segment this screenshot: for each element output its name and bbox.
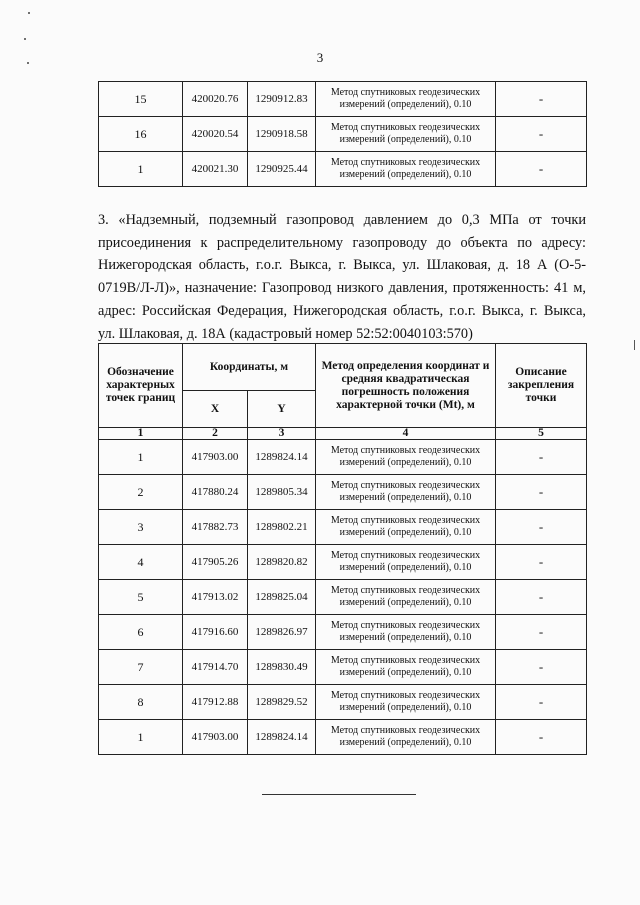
point-cell: 1 xyxy=(99,152,183,187)
table-row xyxy=(99,720,587,755)
column-number: 3 xyxy=(248,428,316,440)
x-coordinate-cell: 417913.02 xyxy=(183,580,248,615)
y-coordinate-cell: 1289830.49 xyxy=(248,650,316,685)
description-cell: - xyxy=(496,152,587,187)
scan-speck xyxy=(28,12,30,14)
section-3-description: 3. «Надземный, подземный газопровод давлением до 0,3 МПа от точки присоединения к распределительному газопроводу до объекта по адресу: Нижегородская область, г.о.г. Выкса, г. Выкса, ул. Шлаковая, д. 18 А (О-5-0719В/Л-Л)», назначение: Газопровод низкого давления, протяженность: 41 м, адрес: Российская Федерация, Нижегородская область, г.о.г. Выкса, г. Выкса, ул. Шлаковая, д. 18А (кадастровый номер 52:52:0040103:570) xyxy=(98,212,586,342)
method-cell: Метод спутниковых геодезических измерений (определений), 0.10 xyxy=(316,440,496,475)
x-coordinate-cell: 417912.88 xyxy=(183,685,248,720)
point-cell: 2 xyxy=(99,475,183,510)
description-cell: - xyxy=(496,117,587,152)
y-coordinate-cell: 1289826.97 xyxy=(248,615,316,650)
x-coordinate-cell: 417903.00 xyxy=(183,440,248,475)
x-coordinate-cell: 420021.30 xyxy=(183,152,248,187)
table-row xyxy=(99,650,587,685)
table-row xyxy=(99,475,587,510)
table-row xyxy=(99,152,587,187)
table2-body xyxy=(99,440,587,755)
point-cell: 16 xyxy=(99,117,183,152)
point-cell: 1 xyxy=(99,440,183,475)
column-number: 1 xyxy=(99,428,183,440)
point-cell: 6 xyxy=(99,615,183,650)
x-coordinate-cell: 420020.54 xyxy=(183,117,248,152)
description-cell: - xyxy=(496,510,587,545)
method-cell: Метод спутниковых геодезических измерений (определений), 0.10 xyxy=(316,152,496,187)
description-cell: - xyxy=(496,580,587,615)
y-coordinate-cell: 1290925.44 xyxy=(248,152,316,187)
x-coordinate-cell: 417880.24 xyxy=(183,475,248,510)
table-row xyxy=(99,117,587,152)
scan-speck xyxy=(24,38,26,40)
method-cell: Метод спутниковых геодезических измерений (определений), 0.10 xyxy=(316,82,496,117)
method-cell: Метод спутниковых геодезических измерений (определений), 0.10 xyxy=(316,475,496,510)
y-coordinate-cell: 1289802.21 xyxy=(248,510,316,545)
table-row xyxy=(99,545,587,580)
point-cell: 3 xyxy=(99,510,183,545)
point-cell: 4 xyxy=(99,545,183,580)
table1-body xyxy=(99,82,587,187)
description-cell: - xyxy=(496,475,587,510)
column-number: 2 xyxy=(183,428,248,440)
x-coordinate-cell: 420020.76 xyxy=(183,82,248,117)
coordinates-table-continued xyxy=(98,81,587,187)
y-coordinate-cell: 1289829.52 xyxy=(248,685,316,720)
x-coordinate-cell: 417882.73 xyxy=(183,510,248,545)
table-row xyxy=(99,580,587,615)
x-coordinate-cell: 417916.60 xyxy=(183,615,248,650)
scan-edge-mark xyxy=(634,340,635,350)
header-y: Y xyxy=(248,391,316,428)
method-cell: Метод спутниковых геодезических измерений (определений), 0.10 xyxy=(316,510,496,545)
page-number: 3 xyxy=(316,50,324,65)
header-point: Обозначение характерных точек границ xyxy=(99,344,183,428)
coordinates-table xyxy=(98,343,587,755)
header-x: X xyxy=(183,391,248,428)
column-number: 4 xyxy=(316,428,496,440)
description-cell: - xyxy=(496,440,587,475)
column-numbers-row xyxy=(99,428,587,440)
column-number: 5 xyxy=(496,428,587,440)
description-cell: - xyxy=(496,720,587,755)
end-divider-line xyxy=(262,794,416,795)
table-row xyxy=(99,440,587,475)
description-cell: - xyxy=(496,685,587,720)
table-row xyxy=(99,82,587,117)
header-description: Описание закрепления точки xyxy=(496,344,587,428)
y-coordinate-cell: 1289825.04 xyxy=(248,580,316,615)
header-coordinates: Координаты, м xyxy=(183,344,316,391)
header-method: Метод определения координат и средняя квадратическая погрешность положения характерной точки (Mt), м xyxy=(316,344,496,428)
y-coordinate-cell: 1290912.83 xyxy=(248,82,316,117)
method-cell: Метод спутниковых геодезических измерений (определений), 0.10 xyxy=(316,650,496,685)
point-cell: 1 xyxy=(99,720,183,755)
table-row xyxy=(99,510,587,545)
description-cell: - xyxy=(496,615,587,650)
description-cell: - xyxy=(496,545,587,580)
description-cell: - xyxy=(496,82,587,117)
table-row xyxy=(99,615,587,650)
y-coordinate-cell: 1289824.14 xyxy=(248,440,316,475)
description-cell: - xyxy=(496,650,587,685)
y-coordinate-cell: 1289805.34 xyxy=(248,475,316,510)
point-cell: 8 xyxy=(99,685,183,720)
method-cell: Метод спутниковых геодезических измерений (определений), 0.10 xyxy=(316,720,496,755)
method-cell: Метод спутниковых геодезических измерений (определений), 0.10 xyxy=(316,615,496,650)
y-coordinate-cell: 1290918.58 xyxy=(248,117,316,152)
x-coordinate-cell: 417914.70 xyxy=(183,650,248,685)
x-coordinate-cell: 417903.00 xyxy=(183,720,248,755)
y-coordinate-cell: 1289824.14 xyxy=(248,720,316,755)
point-cell: 7 xyxy=(99,650,183,685)
x-coordinate-cell: 417905.26 xyxy=(183,545,248,580)
method-cell: Метод спутниковых геодезических измерений (определений), 0.10 xyxy=(316,685,496,720)
method-cell: Метод спутниковых геодезических измерений (определений), 0.10 xyxy=(316,580,496,615)
y-coordinate-cell: 1289820.82 xyxy=(248,545,316,580)
point-cell: 15 xyxy=(99,82,183,117)
table-row xyxy=(99,685,587,720)
method-cell: Метод спутниковых геодезических измерений (определений), 0.10 xyxy=(316,117,496,152)
method-cell: Метод спутниковых геодезических измерений (определений), 0.10 xyxy=(316,545,496,580)
point-cell: 5 xyxy=(99,580,183,615)
